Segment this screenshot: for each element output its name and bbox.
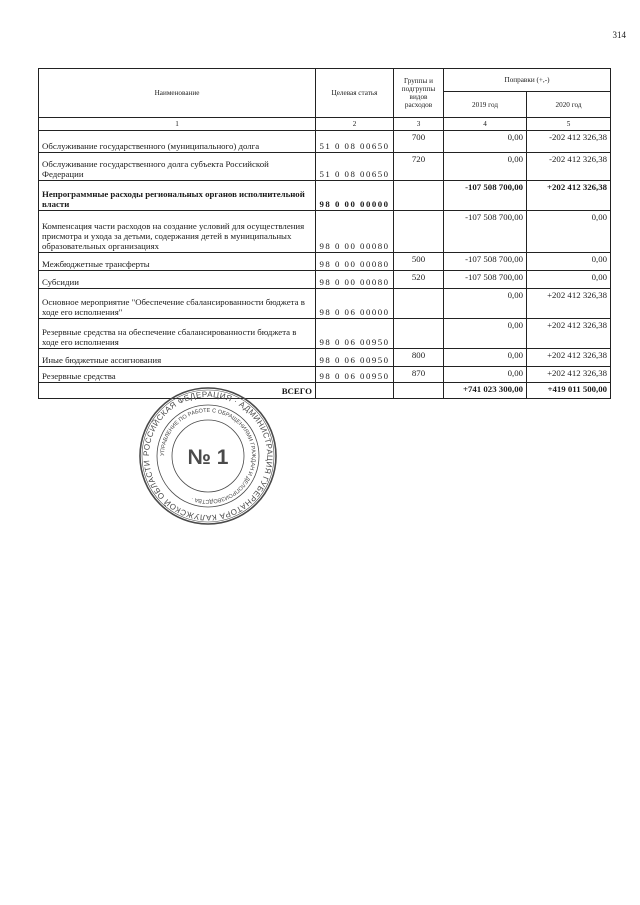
- header-name: Наименование: [39, 69, 316, 118]
- row-amount-2020: +202 412 326,38: [527, 319, 611, 349]
- total-amount-2020: +419 011 500,00: [527, 383, 611, 399]
- row-name: Основное мероприятие "Обеспечение сбалансированности бюджета в ходе его исполнения": [39, 289, 316, 319]
- row-target-code: 98 0 06 00950: [316, 349, 394, 367]
- row-amount-2020: 0,00: [527, 211, 611, 253]
- row-name: Резервные средства: [39, 367, 316, 383]
- row-expense-group: 500: [394, 253, 444, 271]
- row-amount-2019: -107 508 700,00: [444, 271, 527, 289]
- table-row: [39, 367, 611, 383]
- seal-outer-text: РОССИЙСКАЯ ФЕДЕРАЦИЯ · АДМИНИСТРАЦИЯ ГУБЕРНАТОРА КАЛУЖСКОЙ ОБЛАСТИ: [141, 389, 275, 523]
- header-year-2019: 2019 год: [444, 92, 527, 118]
- row-name: Субсидии: [39, 271, 316, 289]
- col-number-3: 3: [394, 118, 444, 131]
- row-expense-group: 520: [394, 271, 444, 289]
- row-amount-2020: -202 412 326,38: [527, 131, 611, 153]
- row-target-code: 98 0 00 00080: [316, 271, 394, 289]
- row-name: Непрограммные расходы региональных органов исполнительной власти: [39, 181, 316, 211]
- row-amount-2020: 0,00: [527, 253, 611, 271]
- row-amount-2020: +202 412 326,38: [527, 181, 611, 211]
- row-amount-2020: -202 412 326,38: [527, 153, 611, 181]
- row-amount-2020: 0,00: [527, 271, 611, 289]
- seal-number: № 1: [187, 446, 229, 469]
- row-name: Обслуживание государственного (муниципального) долга: [39, 131, 316, 153]
- row-expense-group: 720: [394, 153, 444, 181]
- col-number-2: 2: [316, 118, 394, 131]
- header-expense-groups: Группы и подгруппы видов расходов: [394, 69, 444, 118]
- row-expense-group: [394, 289, 444, 319]
- row-amount-2019: 0,00: [444, 289, 527, 319]
- total-label: ВСЕГО: [39, 383, 316, 399]
- row-target-code: 98 0 06 00000: [316, 289, 394, 319]
- row-target-code: 98 0 00 00000: [316, 181, 394, 211]
- table-row: [39, 289, 611, 319]
- table-row: [39, 153, 611, 181]
- seal-inner-text: УПРАВЛЕНИЕ ПО РАБОТЕ С ОБРАЩЕНИЯМИ ГРАЖДАН И ДЕЛОПРОИЗВОДСТВА ·: [159, 407, 257, 505]
- row-expense-group: [394, 319, 444, 349]
- row-amount-2019: 0,00: [444, 367, 527, 383]
- row-amount-2019: 0,00: [444, 319, 527, 349]
- row-name: Компенсация части расходов на создание условий для осуществления присмотра и ухода за детьми, содержания детей в муниципальных образовательных организациях: [39, 211, 316, 253]
- row-amount-2019: 0,00: [444, 349, 527, 367]
- row-amount-2019: 0,00: [444, 153, 527, 181]
- col-number-4: 4: [444, 118, 527, 131]
- budget-amendments-table: [38, 68, 611, 399]
- row-name: Иные бюджетные ассигнования: [39, 349, 316, 367]
- row-target-code: 98 0 00 00080: [316, 211, 394, 253]
- row-target-code: 51 0 08 00650: [316, 153, 394, 181]
- row-expense-group: 800: [394, 349, 444, 367]
- table-row: [39, 349, 611, 367]
- total-amount-2019: +741 023 300,00: [444, 383, 527, 399]
- row-expense-group: 700: [394, 131, 444, 153]
- col-number-1: 1: [39, 118, 316, 131]
- total-empty-group: [394, 383, 444, 399]
- row-target-code: 51 0 08 00650: [316, 131, 394, 153]
- row-name: Обслуживание государственного долга субъекта Российской Федерации: [39, 153, 316, 181]
- header-target-article: Целевая статья: [316, 69, 394, 118]
- header-year-2020: 2020 год: [527, 92, 611, 118]
- row-target-code: 98 0 00 00080: [316, 253, 394, 271]
- row-expense-group: 870: [394, 367, 444, 383]
- row-target-code: 98 0 06 00950: [316, 367, 394, 383]
- row-name: Межбюджетные трансферты: [39, 253, 316, 271]
- row-name: Резервные средства на обеспечение сбалансированности бюджета в ходе его исполнения: [39, 319, 316, 349]
- official-seal: [138, 386, 278, 526]
- row-expense-group: [394, 181, 444, 211]
- table-row: [39, 253, 611, 271]
- table-row: [39, 181, 611, 211]
- row-amount-2020: +202 412 326,38: [527, 289, 611, 319]
- table-row: [39, 131, 611, 153]
- row-target-code: 98 0 06 00950: [316, 319, 394, 349]
- row-amount-2019: 0,00: [444, 131, 527, 153]
- row-amount-2019: -107 508 700,00: [444, 211, 527, 253]
- row-amount-2020: +202 412 326,38: [527, 367, 611, 383]
- row-expense-group: [394, 211, 444, 253]
- row-amount-2020: +202 412 326,38: [527, 349, 611, 367]
- table-row: [39, 211, 611, 253]
- col-number-5: 5: [527, 118, 611, 131]
- total-empty-code: [316, 383, 394, 399]
- page-number: 314: [612, 30, 626, 40]
- table-row: [39, 271, 611, 289]
- header-amendments: Поправки (+,-): [444, 69, 611, 92]
- table-row: [39, 319, 611, 349]
- row-amount-2019: -107 508 700,00: [444, 181, 527, 211]
- row-amount-2019: -107 508 700,00: [444, 253, 527, 271]
